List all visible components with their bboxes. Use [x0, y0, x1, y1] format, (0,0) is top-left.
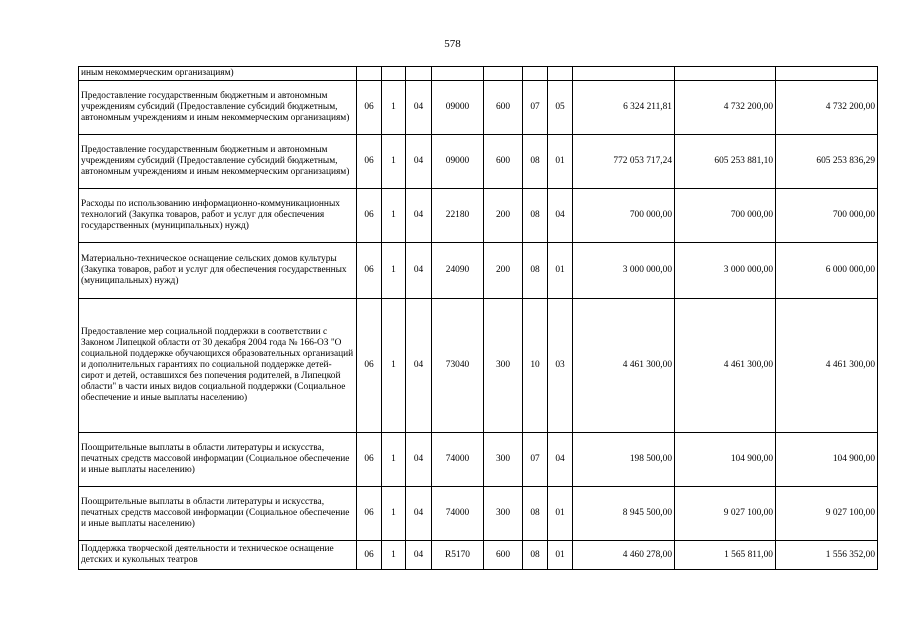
row-description: Поддержка творческой деятельности и техническое оснащение детских и кукольных театров [79, 541, 357, 570]
subsection-code-cell: 01 [548, 541, 573, 570]
target-article-code-cell: 74000 [432, 487, 484, 541]
subsection-code-cell: 04 [548, 433, 573, 487]
table-row [79, 135, 878, 189]
program-code-cell: 1 [382, 81, 406, 135]
ministry-code-cell: 06 [357, 81, 382, 135]
expense-type-code-cell: 300 [484, 487, 523, 541]
budget-table [78, 66, 878, 570]
subsection-code-cell: 01 [548, 243, 573, 299]
amount-year-2-cell: 9 027 100,00 [675, 487, 776, 541]
subprogram-code-cell: 04 [406, 541, 432, 570]
ministry-code-cell: 06 [357, 541, 382, 570]
amount-year-2-cell [675, 67, 776, 81]
target-article-code-cell [432, 67, 484, 81]
amount-year-1-cell: 700 000,00 [573, 189, 675, 243]
amount-year-3-cell: 605 253 836,29 [776, 135, 878, 189]
ministry-code-cell: 06 [357, 135, 382, 189]
amount-year-1-cell: 4 460 278,00 [573, 541, 675, 570]
amount-year-3-cell: 104 900,00 [776, 433, 878, 487]
ministry-code-cell: 06 [357, 243, 382, 299]
expense-type-code-cell: 200 [484, 243, 523, 299]
target-article-code-cell: 09000 [432, 81, 484, 135]
amount-year-1-cell: 198 500,00 [573, 433, 675, 487]
program-code-cell: 1 [382, 135, 406, 189]
target-article-code-cell: 22180 [432, 189, 484, 243]
subsection-code-cell: 05 [548, 81, 573, 135]
table-row [79, 67, 878, 81]
ministry-code-cell: 06 [357, 487, 382, 541]
ministry-code-cell [357, 67, 382, 81]
subprogram-code-cell: 04 [406, 433, 432, 487]
amount-year-3-cell: 4 732 200,00 [776, 81, 878, 135]
expense-type-code-cell: 300 [484, 299, 523, 433]
row-description: иным некоммерческим организациям) [79, 67, 357, 81]
table-row [79, 81, 878, 135]
row-description: Расходы по использованию информационно-коммуникационных технологий (Закупка товаров, работ и услуг для обеспечения государственных (муниципальных) нужд) [79, 189, 357, 243]
expense-type-code-cell: 600 [484, 135, 523, 189]
section-code-cell: 08 [523, 541, 548, 570]
row-description: Поощрительные выплаты в области литературы и искусства, печатных средств массовой информации (Социальное обеспечение и иные выплаты населению) [79, 433, 357, 487]
row-description: Поощрительные выплаты в области литературы и искусства, печатных средств массовой информации (Социальное обеспечение и иные выплаты населению) [79, 487, 357, 541]
table-row [79, 541, 878, 570]
section-code-cell: 07 [523, 81, 548, 135]
table-row [79, 243, 878, 299]
program-code-cell: 1 [382, 433, 406, 487]
target-article-code-cell: 73040 [432, 299, 484, 433]
section-code-cell: 08 [523, 189, 548, 243]
amount-year-3-cell: 6 000 000,00 [776, 243, 878, 299]
subprogram-code-cell: 04 [406, 487, 432, 541]
page-number: 578 [444, 38, 461, 50]
subprogram-code-cell: 04 [406, 189, 432, 243]
amount-year-1-cell: 4 461 300,00 [573, 299, 675, 433]
ministry-code-cell: 06 [357, 299, 382, 433]
subsection-code-cell: 03 [548, 299, 573, 433]
target-article-code-cell: 74000 [432, 433, 484, 487]
program-code-cell [382, 67, 406, 81]
subsection-code-cell [548, 67, 573, 81]
program-code-cell: 1 [382, 299, 406, 433]
table-row [79, 487, 878, 541]
row-description: Предоставление мер социальной поддержки в соответствии с Законом Липецкой области от 30 декабря 2004 года № 166-ОЗ "О социальной поддержке обучающихся образовательных организаций и дополнительных гарантиях по социальной поддержке детей-сирот и детей, оставшихся без попечения родителей, в Липецкой области" в части иных видов социальной поддержки (Социальное обеспечение и иные выплаты населению) [79, 299, 357, 433]
table-row [79, 433, 878, 487]
amount-year-2-cell: 3 000 000,00 [675, 243, 776, 299]
section-code-cell [523, 67, 548, 81]
table-row [79, 299, 878, 433]
expense-type-code-cell: 600 [484, 81, 523, 135]
amount-year-1-cell: 772 053 717,24 [573, 135, 675, 189]
amount-year-2-cell: 4 732 200,00 [675, 81, 776, 135]
amount-year-1-cell [573, 67, 675, 81]
target-article-code-cell: R5170 [432, 541, 484, 570]
amount-year-2-cell: 1 565 811,00 [675, 541, 776, 570]
subprogram-code-cell: 04 [406, 243, 432, 299]
amount-year-3-cell: 700 000,00 [776, 189, 878, 243]
program-code-cell: 1 [382, 189, 406, 243]
amount-year-1-cell: 3 000 000,00 [573, 243, 675, 299]
amount-year-1-cell: 8 945 500,00 [573, 487, 675, 541]
amount-year-2-cell: 605 253 881,10 [675, 135, 776, 189]
expense-type-code-cell: 300 [484, 433, 523, 487]
row-description: Предоставление государственным бюджетным и автономным учреждениям субсидий (Предоставление субсидий бюджетным, автономным учреждениям и иным некоммерческим организациям) [79, 135, 357, 189]
subsection-code-cell: 01 [548, 487, 573, 541]
target-article-code-cell: 09000 [432, 135, 484, 189]
section-code-cell: 10 [523, 299, 548, 433]
ministry-code-cell: 06 [357, 189, 382, 243]
program-code-cell: 1 [382, 243, 406, 299]
table-body [79, 67, 878, 570]
subprogram-code-cell: 04 [406, 299, 432, 433]
section-code-cell: 08 [523, 243, 548, 299]
amount-year-2-cell: 700 000,00 [675, 189, 776, 243]
table-row [79, 189, 878, 243]
expense-type-code-cell [484, 67, 523, 81]
amount-year-2-cell: 4 461 300,00 [675, 299, 776, 433]
expense-type-code-cell: 600 [484, 541, 523, 570]
row-description: Материально-техническое оснащение сельских домов культуры (Закупка товаров, работ и услуг для обеспечения государственных (муниципальных) нужд) [79, 243, 357, 299]
subsection-code-cell: 01 [548, 135, 573, 189]
subsection-code-cell: 04 [548, 189, 573, 243]
amount-year-1-cell: 6 324 211,81 [573, 81, 675, 135]
section-code-cell: 07 [523, 433, 548, 487]
section-code-cell: 08 [523, 487, 548, 541]
amount-year-3-cell: 4 461 300,00 [776, 299, 878, 433]
amount-year-3-cell [776, 67, 878, 81]
subprogram-code-cell [406, 67, 432, 81]
row-description: Предоставление государственным бюджетным и автономным учреждениям субсидий (Предоставление субсидий бюджетным, автономным учреждениям и иным некоммерческим организациям) [79, 81, 357, 135]
expense-type-code-cell: 200 [484, 189, 523, 243]
subprogram-code-cell: 04 [406, 81, 432, 135]
program-code-cell: 1 [382, 487, 406, 541]
program-code-cell: 1 [382, 541, 406, 570]
amount-year-2-cell: 104 900,00 [675, 433, 776, 487]
target-article-code-cell: 24090 [432, 243, 484, 299]
ministry-code-cell: 06 [357, 433, 382, 487]
amount-year-3-cell: 1 556 352,00 [776, 541, 878, 570]
subprogram-code-cell: 04 [406, 135, 432, 189]
amount-year-3-cell: 9 027 100,00 [776, 487, 878, 541]
section-code-cell: 08 [523, 135, 548, 189]
